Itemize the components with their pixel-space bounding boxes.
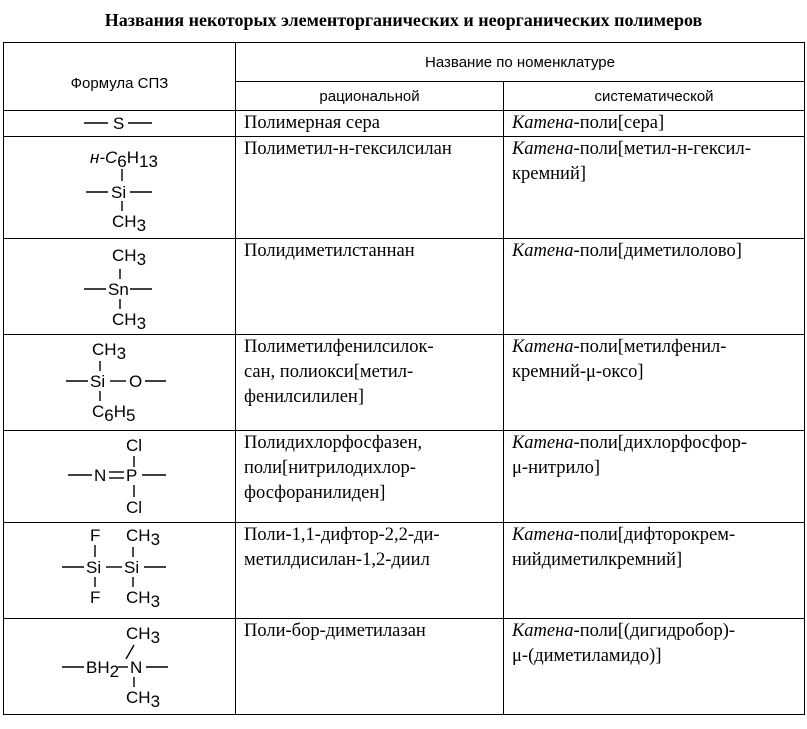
formula-borazane <box>4 619 236 713</box>
rational-name <box>236 431 504 523</box>
systematic-name <box>504 523 805 619</box>
systematic-prefix: Катена <box>512 139 574 159</box>
table-row <box>4 239 805 335</box>
svg-text:CH3: CH3 <box>112 310 147 333</box>
rational-name <box>236 111 504 137</box>
formula-disilane <box>4 523 236 617</box>
systematic-name-line: μ-(диметиламидо)] <box>512 646 662 666</box>
table-row <box>4 431 805 523</box>
svg-text:N: N <box>130 658 143 677</box>
systematic-name-line: Катена-поли[дихлорфосфор- <box>512 433 747 453</box>
systematic-prefix: Катена <box>512 433 574 453</box>
svg-text:P: P <box>126 466 138 485</box>
formula-cell <box>4 619 236 715</box>
formula-sulfur <box>4 111 236 135</box>
rational-name-line: Полиметил-н-гексилсилан <box>244 139 452 159</box>
table-row <box>4 523 805 619</box>
systematic-name-line: Катена-поли[метил-н-гексил- <box>512 139 751 159</box>
svg-text:CH3: CH3 <box>126 526 161 549</box>
page-title: Названия некоторых элементорганических и неорганических полимеров <box>104 10 703 30</box>
formula-cell <box>4 239 236 335</box>
rational-name-line: Полидиметилстаннан <box>244 241 415 261</box>
svg-text:н-C6H13: н-C6H13 <box>90 148 158 171</box>
table-row <box>4 335 805 431</box>
header-nomenclature: Название по номенклатуре <box>236 43 805 82</box>
systematic-name <box>504 239 805 335</box>
rational-name-line: Полиметилфенилсилок- <box>244 337 434 357</box>
formula-cell <box>4 111 236 137</box>
systematic-name <box>504 431 805 523</box>
table-row <box>4 619 805 715</box>
rational-name <box>236 137 504 239</box>
rational-name <box>236 335 504 431</box>
systematic-name-line: Катена-поли[(дигидробор)- <box>512 621 736 641</box>
systematic-name-line: Катена-поли[метилфенил- <box>512 337 727 357</box>
rational-name-line: сан, полиокси[метил- <box>244 362 414 382</box>
systematic-name <box>504 137 805 239</box>
rational-name-line: поли[нитрилодихлор- <box>244 458 416 478</box>
systematic-prefix: Катена <box>512 621 574 641</box>
systematic-prefix: Катена <box>512 113 574 133</box>
table-row <box>4 111 805 137</box>
systematic-prefix: Катена <box>512 241 574 261</box>
formula-atom: S <box>113 114 125 133</box>
svg-text:F: F <box>90 588 101 607</box>
systematic-prefix: Катена <box>512 525 574 545</box>
formula-cell <box>4 137 236 239</box>
systematic-name-line: μ-нитрило] <box>512 458 600 478</box>
rational-name-line: фенилсилилен] <box>244 387 364 407</box>
rational-name <box>236 523 504 619</box>
systematic-name-line: Катена-поли[диметилолово] <box>512 241 742 261</box>
systematic-name-line: нийдиметилкремний] <box>512 550 683 570</box>
svg-text:Si: Si <box>111 183 127 202</box>
svg-text:C6H5: C6H5 <box>92 402 136 425</box>
systematic-prefix: Катена <box>512 337 574 357</box>
svg-text:Cl: Cl <box>126 436 143 455</box>
svg-text:F: F <box>90 526 101 545</box>
header-systematic: систематической <box>504 82 805 111</box>
systematic-name-line: Катена-поли[дифторокрем- <box>512 525 736 545</box>
rational-name-line: Поли-бор-диметилазан <box>244 621 426 641</box>
rational-name-line: метилдисилан-1,2-диил <box>244 550 430 570</box>
polymer-table <box>3 42 805 715</box>
formula-phosphazene <box>4 431 236 521</box>
svg-text:CH3: CH3 <box>126 624 161 647</box>
rational-name-line: Полимерная сера <box>244 113 381 133</box>
svg-text:CH3: CH3 <box>112 246 147 269</box>
systematic-name <box>504 335 805 431</box>
systematic-name-line: кремний] <box>512 164 587 184</box>
systematic-name <box>504 111 805 137</box>
formula-hexylsilane <box>4 137 236 237</box>
svg-text:Si: Si <box>90 372 106 391</box>
svg-text:CH3: CH3 <box>126 588 161 611</box>
formula-cell <box>4 523 236 619</box>
systematic-name-line: Катена-поли[сера] <box>512 113 665 133</box>
svg-text:BH2: BH2 <box>86 658 120 681</box>
rational-name-line: Поли-1,1-дифтор-2,2-ди- <box>244 525 440 545</box>
svg-text:CH3: CH3 <box>126 688 161 711</box>
svg-text:CH3: CH3 <box>112 212 147 235</box>
header-rational: рациональной <box>236 82 504 111</box>
header-formula: Формула СПЗ <box>4 43 236 111</box>
svg-text:CH3: CH3 <box>92 340 127 363</box>
formula-stannane <box>4 239 236 333</box>
table-row <box>4 137 805 239</box>
rational-name-line: фосфоранилиден] <box>244 483 386 503</box>
svg-text:O: O <box>129 372 143 391</box>
systematic-name-line: кремний-μ-оксо] <box>512 362 644 382</box>
svg-text:N: N <box>94 466 107 485</box>
formula-cell <box>4 431 236 523</box>
rational-name-line: Полидихлорфосфазен, <box>244 433 423 453</box>
formula-siloxane <box>4 335 236 429</box>
svg-text:Si: Si <box>86 558 102 577</box>
rational-name <box>236 239 504 335</box>
svg-text:Sn: Sn <box>108 280 129 299</box>
rational-name <box>236 619 504 715</box>
svg-text:Cl: Cl <box>126 498 143 517</box>
svg-text:Si: Si <box>124 558 140 577</box>
systematic-name <box>504 619 805 715</box>
formula-cell <box>4 335 236 431</box>
